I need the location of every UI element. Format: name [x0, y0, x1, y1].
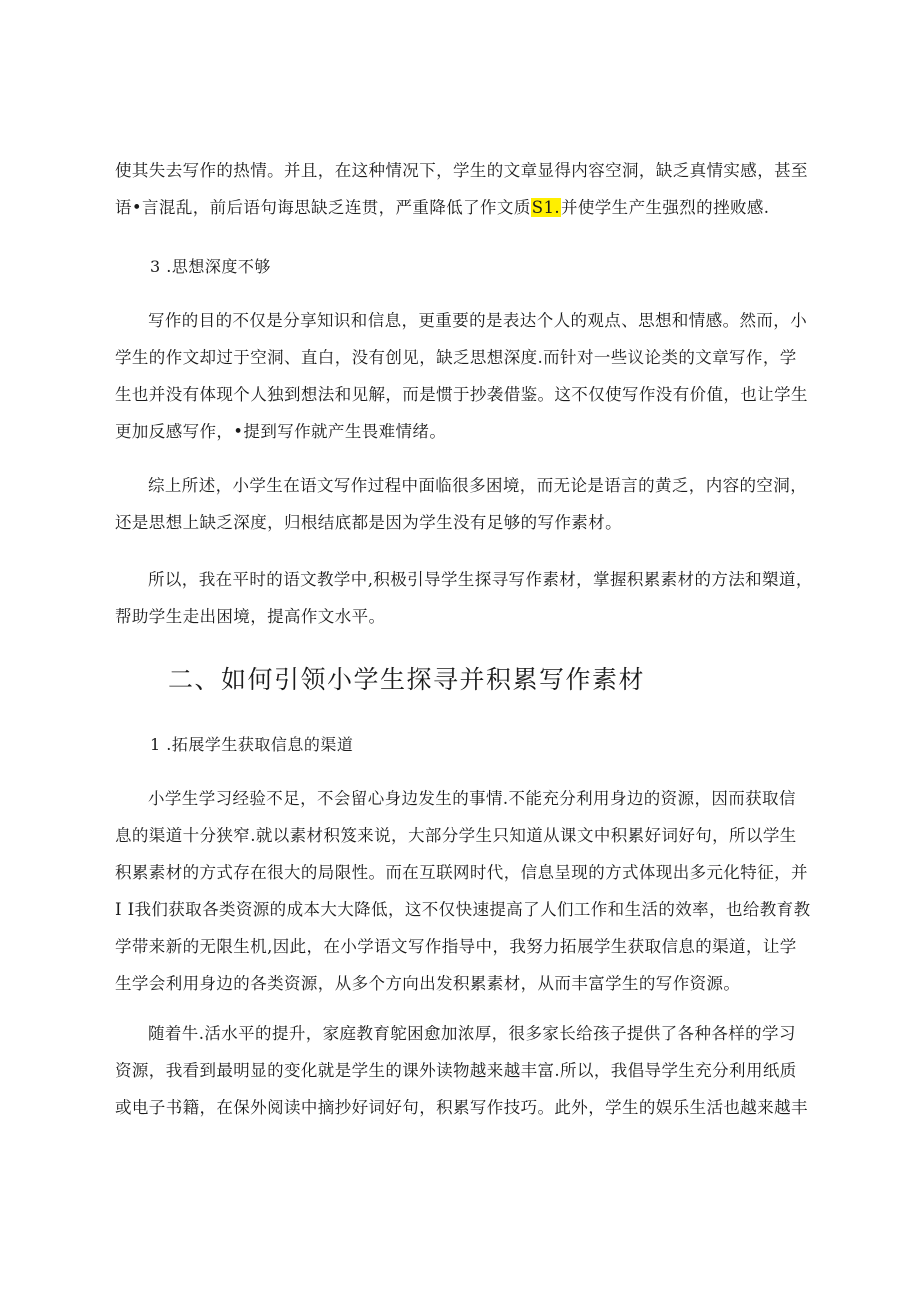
text-line: 学带来新的无限生机,因此，在小学语文写作指导中，我努力拓展学生获取信息的渠道，让学 — [115, 937, 797, 956]
paragraph-living-standard — [115, 1015, 815, 1126]
text-line: 所以，我在平时的语文教学中,积极引导学生探寻写作素材，掌握积累素材的方法和槊道， — [148, 570, 813, 589]
text-line: 综上所述，小学生在语文写作过程中面临很多困境，而无论是语言的黄乏，内容的空洞， — [148, 476, 808, 495]
text-line: 随着牛.活水平的提升，家庭教育鸵困愈加浓厚，很多家长给孩子提供了各种各样的学习 — [148, 1024, 796, 1043]
text-line: 小学生学习经验不足，不会留心身边发生的事情.不能充分利用身边的资源，因而获取信 — [148, 789, 796, 808]
text-segment: 语•言混乱，前后语句诲思缺乏连贯，严重降低了作文质 — [115, 198, 531, 217]
text-line: I I我们获取各类资源的成本大大降低，这不仅快速提高了人们工作和生活的效率，也给教育教 — [115, 900, 811, 919]
text-line: 使其失去写作的热情。并且，在这种情况下，学生的文章显得内容空洞，缺乏真情实感，甚至 — [115, 161, 808, 180]
text-segment: 并使学生产生强烈的挫败感. — [560, 198, 770, 217]
text-line: 或电子书籍，在保外阅读中摘抄好词好句，积累写作技巧。此外，学生的娱乐生活也越来越丰 — [115, 1098, 808, 1117]
continuation-paragraph — [115, 152, 815, 226]
highlighted-text: S1. — [531, 198, 560, 217]
text-line: 息的渠道十分狭窄.就以素材积笈来说，大部分学生只知道从课文中积累好词好句，所以学生 — [115, 826, 797, 845]
paragraph-thought-depth — [115, 302, 815, 450]
text-line: 资源，我看到最明显的变化就是学生的课外读物越来越丰富.所以，我倡导学生充分利用纸质 — [115, 1061, 797, 1080]
text-line — [115, 189, 815, 226]
section-heading: 二、如何引领小学生探寻并积累写作素材 — [168, 665, 646, 694]
text-line: 生学会利用身边的各类资源，从多个方向出发积累素材，从而丰富学生的写作资源。 — [115, 974, 741, 993]
text-line: 生也并没有体现个人独到想法和见解，而是惯于抄袭借鉴。这不仅使写作没有价值，也让学生 — [115, 385, 808, 404]
text-line: 写作的目的不仅是分享知识和信息，更重要的是表达个人的观点、思想和情感。然而，小 — [148, 311, 808, 330]
paragraph-info-channels — [115, 780, 815, 1002]
paragraph-summary — [115, 467, 815, 541]
subheading-info-channels: 1 .拓展学生获取信息的渠道 — [150, 735, 354, 754]
text-line: 积累素材的方式存在很大的局限性。而在互联网时代，信息呈现的方式体现出多元化特征，并 — [115, 863, 808, 882]
subheading-thought-depth: 3 .思想深度不够 — [150, 257, 271, 276]
paragraph-therefore — [115, 561, 815, 635]
text-line: 帮助学生走出困境，提高作文水平。 — [115, 607, 386, 626]
text-line: 学生的作文却过于空洞、直白，没有创见，缺乏思想深度.而针对一些议论类的文章写作，学 — [115, 348, 797, 367]
text-line: 更加反感写作，•提到写作就产生畏难情绪。 — [115, 422, 447, 441]
text-line: 还是思想上缺乏深度，归根结底都是因为学生没有足够的写作素材。 — [115, 513, 622, 532]
